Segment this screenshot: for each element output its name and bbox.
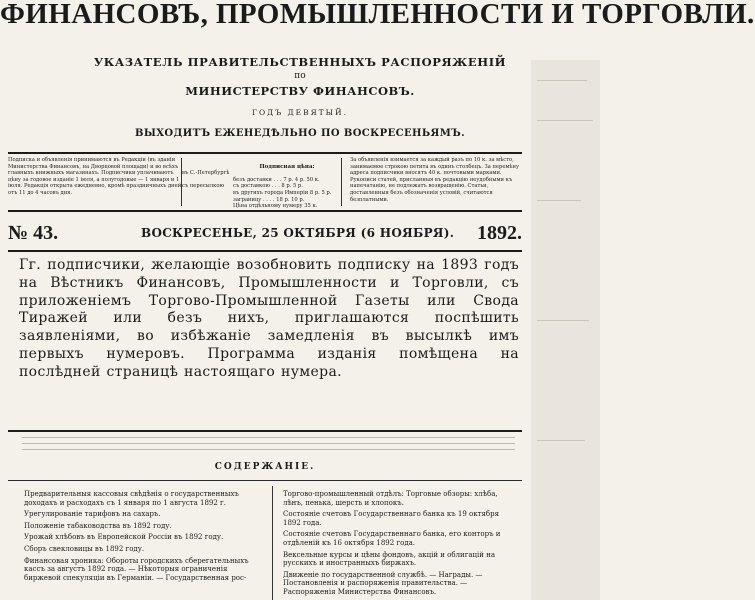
issue-line [8,222,522,248]
subscription-terms: Подписка и объявленія принимаются въ Редакціи (въ зданіи Министерства Финансовъ, на Дворцовой площади) и во всѣхъ главныхъ книжныхъ магазинахъ. Подписчики уплачиваютъ цѣну за годовое изданіе 1 іюля, а полугодовые — 1 января и 1 іюля. Редакція открыта ежедневно, кромѣ праздничныхъ дней, отъ 11 до 4 часовъ дня. [8,157,183,196]
subscription-notice: Гг. подписчики, желающіе возобновить подписку на 1893 годъ на Вѣстникъ Финансовъ, Промышленности и Торговли, съ приложеніемъ Торгово-Промышленной Газеты или Свода Тиражей или безъ нихъ, приглашаются поспѣшить заявленіями, во избѣжаніе замедленія въ высылкѣ имъ первыхъ нумеровъ. Программа изданія помѣщена на послѣдней страницѣ настоящаго нумера. [19,257,519,380]
contents-right-column [283,490,519,600]
contents-item: Урегулированіе тарифовъ на сахаръ. [24,510,161,519]
bleed-through-line [22,443,515,444]
contents-item: Торгово-промышленный отдѣлъ: Торговые обзоры: хлѣба, лѣнъ, пенька, шерсть и хлопокъ. [283,490,498,507]
publication-schedule: ВЫХОДИТЪ ЕЖЕНЕДѢЛЬНО ПО ВОСКРЕСЕНЬЯМЪ. [134,128,466,139]
contents-item: Состояніе счетовъ Государственнаго банка къ 19 октября 1892 года. [283,510,500,527]
issue-number: № 43. [8,222,59,244]
bleed-through-line [22,437,515,438]
contents-item: Финансовая хроника: Обороты городскихъ сберегательныхъ кассъ за августъ 1892 года. — Нѣкоторыя ограниченія биржевой спекуляціи въ Германіи. — Государственная рос- [24,556,249,582]
contents-divider [272,486,273,600]
rule-top [8,152,522,154]
column-divider [341,158,342,206]
contents-heading: СОДЕРЖАНІЕ. [214,462,316,472]
contents-item: Сборъ свекловицы въ 1892 году. [24,544,145,553]
contents-item: Урожай хлѣбовъ въ Европейской Россіи въ 1892 году. [24,533,224,542]
rule-middle [8,210,522,212]
masthead-ministry: МИНИСТЕРСТВУ ФИНАНСОВЪ. [185,84,415,98]
issue-date: ВОСКРЕСЕНЬЕ, 25 ОКТЯБРЯ (6 НОЯБРЯ). [141,226,455,240]
rule-contents [8,480,522,481]
price-list: безъ доставки . . . 7 р. 4 р. 50 к. съ доставкою . . . 8 р. 5 р. въ другихъ города Имперіи 8 р. 5 р. заграницу . . . . 18 р. 10 р. Цѣна отдѣльному нумеру 35 к. [233,176,332,210]
bleed-through-line [22,449,515,450]
contents-left-column [24,490,266,585]
contents-item: Положеніе табаководства въ 1892 году. [24,521,172,530]
subscription-prices [233,157,341,216]
year-line: ГОДЪ ДЕВЯТЫЙ. [251,108,348,117]
rule-notice-bottom [8,430,522,432]
price-title: Подписная цѣна: [259,163,315,170]
advertising-terms: За объявленія взимается за каждый разъ по 10 к. за мѣсто, занимаемое строкою петита въ одинъ столбецъ. За перемѣну адреса подписчики вносятъ 40 к. почтовыми марками. Рукописи статей, присланныя въ редакцію неудобными къ напечатанію, не подлежатъ возвращенію. Статьи, доставленныя безъ обозначенія условій, считаются безплатными. [350,157,520,203]
contents-item: Движеніе по государственной службѣ. — Награды. — Постановленія и распоряженія правительства. — Распоряженія Министерства Финансовъ. [283,570,483,596]
column-divider [181,158,182,206]
masthead-subtitle-connector: по [294,71,306,81]
masthead-subtitle: УКАЗАТЕЛЬ ПРАВИТЕЛЬСТВЕННЫХЪ РАСПОРЯЖЕНІЙ [93,55,507,69]
contents-item: Предварительныя кассовыя свѣдѣнія о государственныхъ доходахъ и расходахъ съ 1 января по 1 августа 1892 г. [24,490,239,507]
rule-issue [8,250,522,252]
contents-item: Состояніе счетовъ Государственнаго банка, его конторъ и отдѣленій къ 16 октября 1892 года. [283,530,501,547]
issue-year: 1892. [477,222,522,244]
masthead-title: ФИНАНСОВЪ, ПРОМЫШЛЕННОСТИ И ТОРГОВЛИ. [0,0,755,30]
subscription-info [8,157,522,210]
adjacent-page-edge [531,60,600,600]
subscription-regions: въ С.-Петербургѣ съ пересылкою [182,170,230,190]
contents-item: Вексельные курсы и цѣны фондовъ, акцій и облигацій на русскихъ и иностранныхъ биржахъ. [283,550,496,568]
